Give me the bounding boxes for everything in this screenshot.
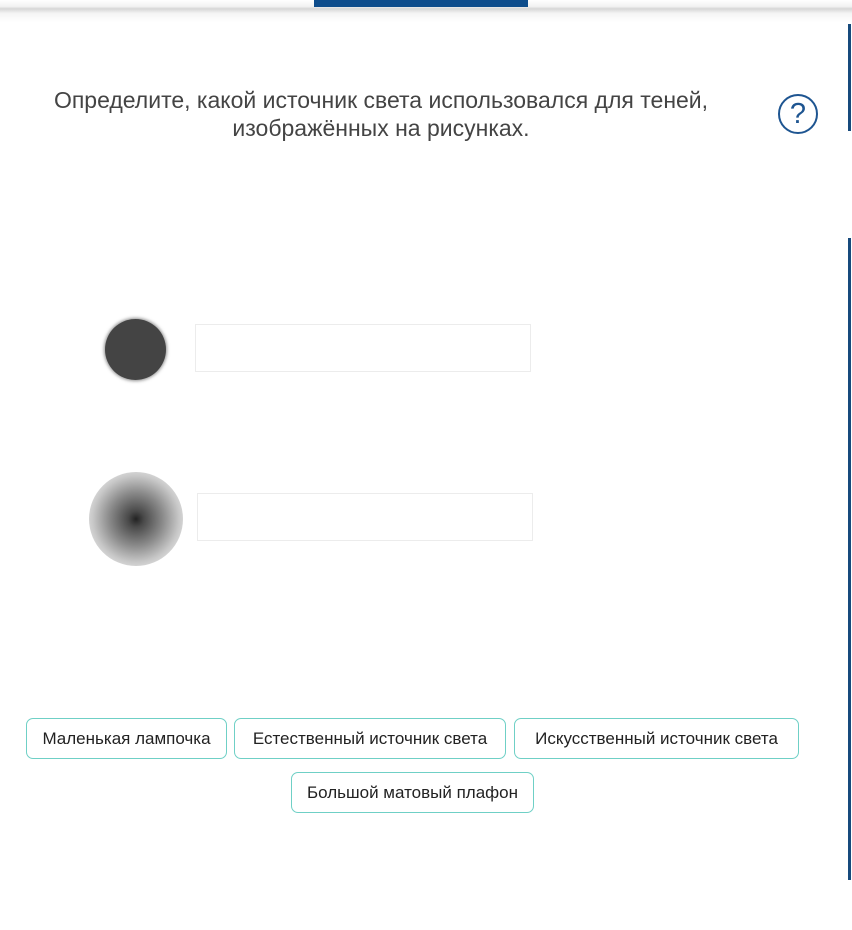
soft-shadow-image	[89, 472, 183, 566]
answer-chip-small-lamp[interactable]: Маленькая лампочка	[26, 718, 227, 759]
answer-chip-artificial-light[interactable]: Искусственный источник света	[514, 718, 799, 759]
sharp-shadow-image	[105, 319, 166, 380]
right-border-line	[848, 24, 851, 131]
answer-drop-field-2[interactable]	[197, 493, 533, 541]
right-border-line	[848, 238, 851, 880]
question-text: Определите, какой источник света использовался для теней, изображённых на рисунках.	[53, 87, 709, 141]
answer-chip-large-matte-lamp[interactable]: Большой матовый плафон	[291, 772, 534, 813]
question-circle-icon: ?	[789, 98, 807, 130]
answer-drop-field-1[interactable]	[195, 324, 531, 372]
top-progress-bar	[0, 0, 852, 22]
current-progress-segment	[314, 0, 528, 7]
answer-chip-natural-light[interactable]: Естественный источник света	[234, 718, 506, 759]
help-button[interactable]	[778, 94, 818, 134]
